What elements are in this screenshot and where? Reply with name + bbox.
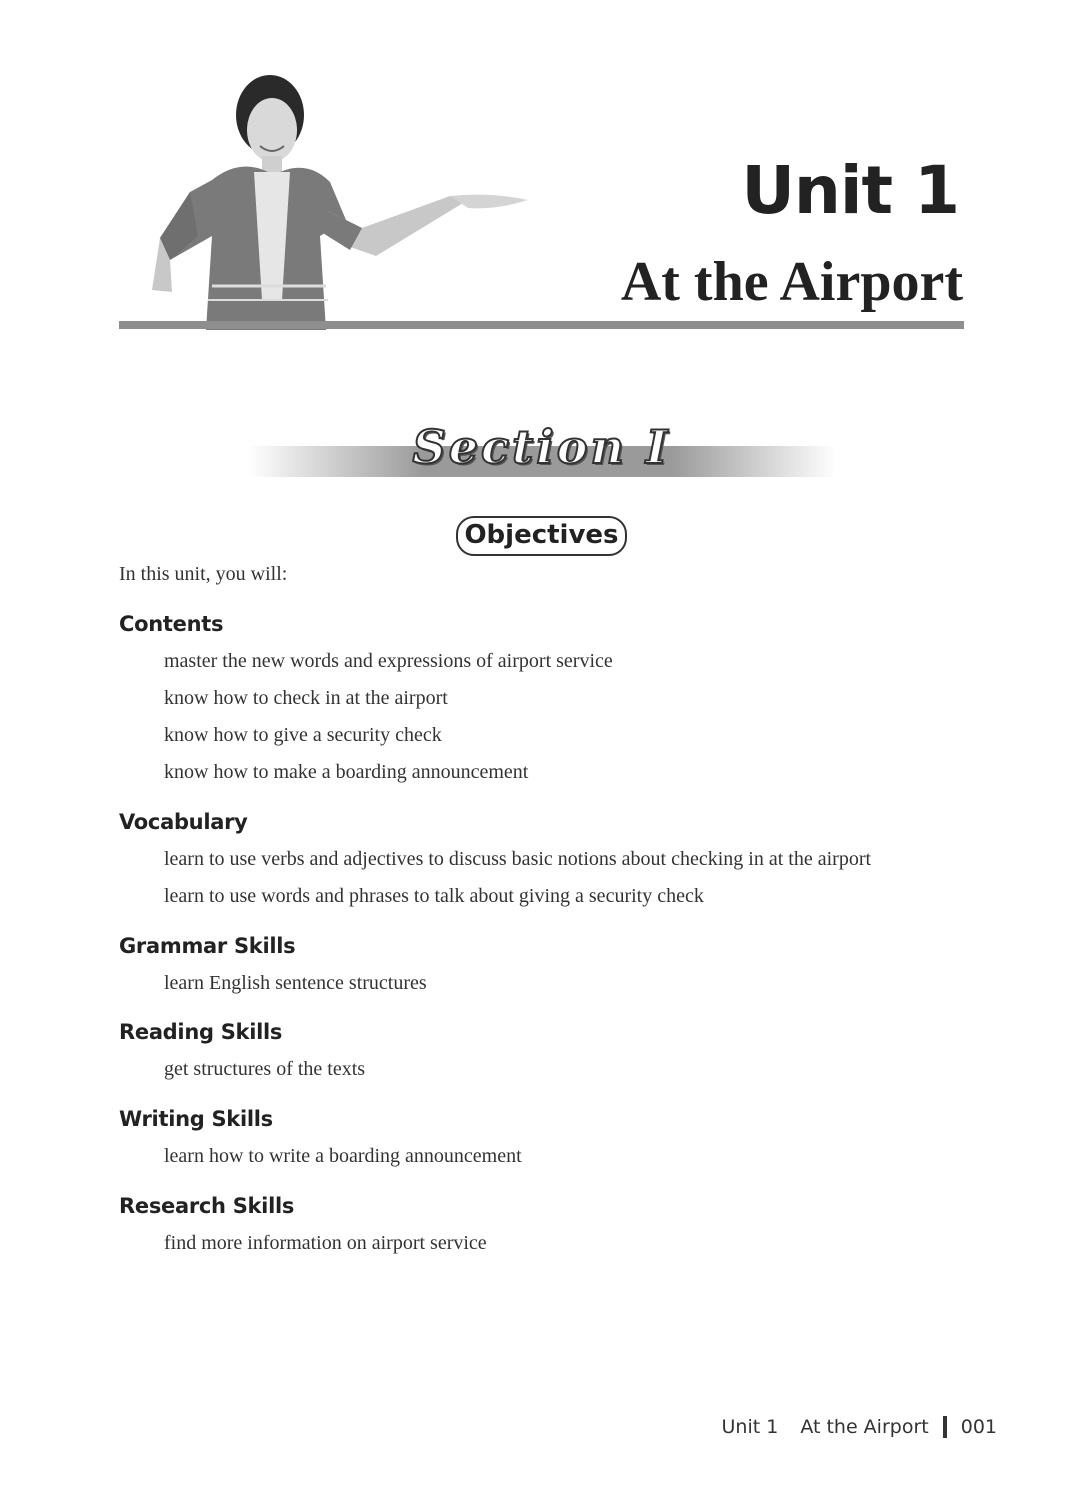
footer-unit: Unit 1	[721, 1416, 779, 1438]
objective-item: know how to check in at the airport	[164, 687, 448, 709]
objective-group-heading: Writing Skills	[119, 1107, 273, 1131]
objective-item: know how to make a boarding announcement	[164, 761, 529, 783]
objective-item: learn to use verbs and adjectives to discuss basic notions about checking in at the airport	[164, 848, 872, 870]
objective-item: get structures of the texts	[164, 1058, 366, 1080]
flight-attendant-illustration	[150, 60, 540, 330]
page-footer	[722, 1416, 998, 1438]
footer-separator	[943, 1416, 947, 1438]
objective-item: learn how to write a boarding announcement	[164, 1145, 522, 1167]
objective-item: learn English sentence structures	[164, 972, 427, 994]
unit-title: Unit 1	[741, 152, 959, 229]
objectives-heading: Objectives	[456, 516, 626, 556]
objective-group-heading: Grammar Skills	[119, 934, 296, 958]
objective-item: know how to give a security check	[164, 724, 442, 746]
objective-group-heading: Vocabulary	[119, 810, 248, 834]
title-divider	[119, 321, 964, 329]
objective-group-heading: Reading Skills	[119, 1020, 283, 1044]
page-number: 001	[960, 1416, 997, 1438]
unit-subtitle: At the Airport	[620, 251, 963, 313]
section-label: Section I	[412, 420, 671, 474]
objectives-heading-wrap	[0, 516, 1083, 556]
objective-group-heading: Contents	[119, 612, 224, 636]
objective-item: find more information on airport service	[164, 1232, 487, 1254]
objective-group-heading: Research Skills	[119, 1194, 295, 1218]
objective-item: learn to use words and phrases to talk about giving a security check	[164, 885, 704, 907]
footer-title: At the Airport	[800, 1416, 929, 1438]
intro-text: In this unit, you will:	[119, 563, 288, 585]
objective-item: master the new words and expressions of airport service	[164, 650, 613, 672]
